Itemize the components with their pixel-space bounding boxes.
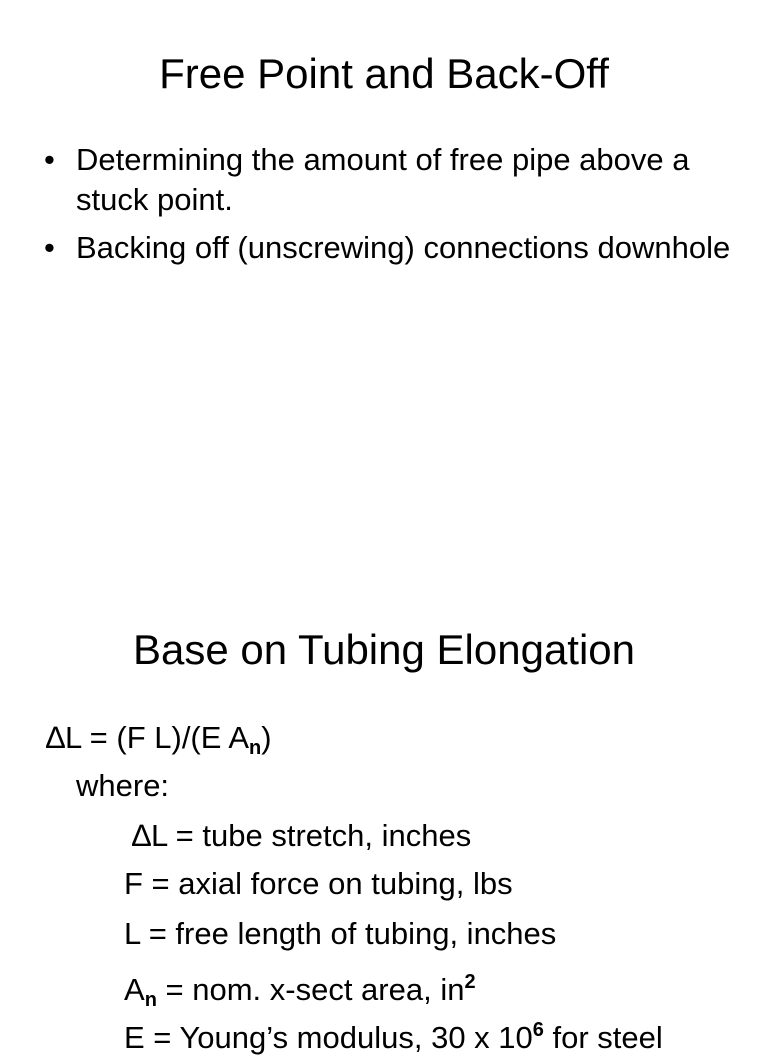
where-label: where: (76, 768, 170, 803)
definition-l: L = free length of tubing, inches (124, 916, 557, 951)
bullet-marker: • (44, 230, 55, 265)
slide-title-free-point: Free Point and Back-Off (159, 50, 609, 97)
e-text: E = Young’s modulus, 30 x 10 (124, 1020, 533, 1055)
bullet-text: Backing off (unscrewing) connections downhole (76, 230, 731, 265)
bullet-item (44, 228, 744, 268)
definition-delta-l: ∆L = tube stretch, inches (132, 818, 472, 853)
definition-e (124, 1010, 663, 1058)
definition-f: F = axial force on tubing, lbs (124, 866, 513, 901)
bullet-marker: • (44, 142, 55, 177)
an-text: = nom. x-sect area, in (156, 972, 465, 1007)
e-suffix: for steel (543, 1020, 663, 1055)
elongation-equation (46, 718, 272, 768)
e-superscript: 6 (532, 1019, 544, 1041)
an-subscript: n (144, 989, 157, 1011)
equation-subscript: n (249, 737, 262, 759)
bullet-text: Determining the amount of free pipe above a stuck point. (76, 142, 690, 217)
equation-lhs: ∆L = (F L)/(E A (46, 720, 250, 755)
an-superscript: 2 (464, 971, 476, 993)
slide-title-tubing-elongation: Base on Tubing Elongation (132, 626, 636, 673)
an-symbol: A (124, 972, 145, 1007)
bullet-item (44, 140, 744, 220)
bullet-list (44, 140, 744, 276)
equation-close: ) (261, 720, 272, 755)
